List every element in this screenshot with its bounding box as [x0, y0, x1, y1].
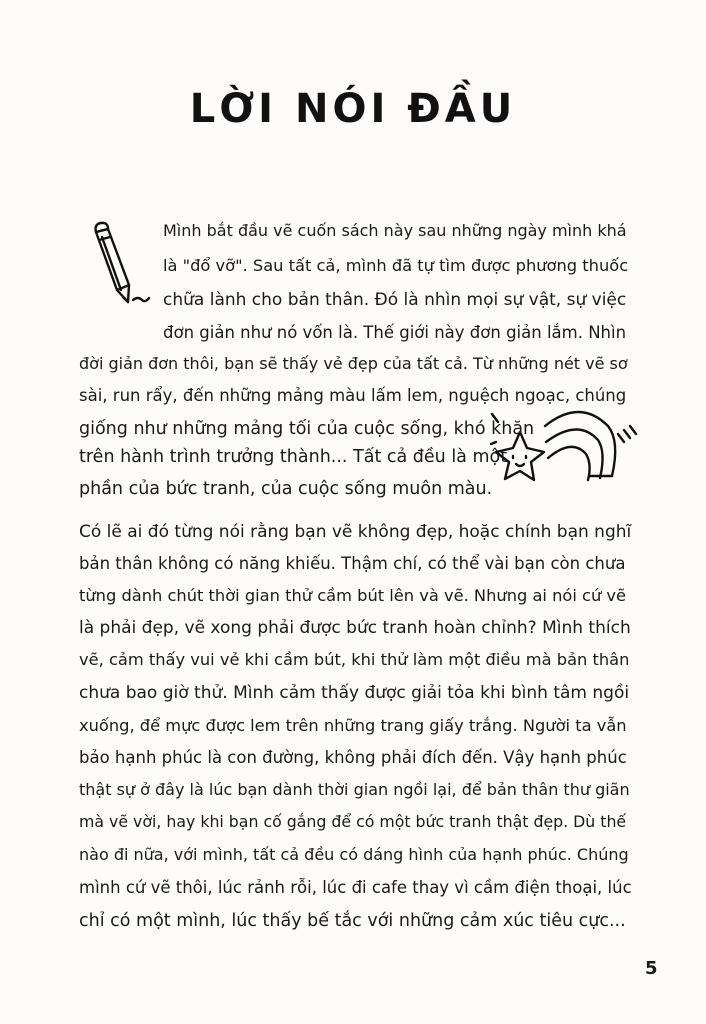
text-line: thật sự ở đây là lúc bạn dành thời gian ngồi lại, để bản thân thư giãn [79, 780, 630, 799]
text-line: đơn giản như nó vốn là. Thế giới này đơn giản lắm. Nhìn [163, 323, 627, 342]
text-line: phần của bức tranh, của cuộc sống muôn màu. [79, 479, 493, 499]
text-line: chưa bao giờ thử. Mình cảm thấy được giải tỏa khi bình tâm ngồi [79, 683, 630, 703]
text-line: đời giản đơn thôi, bạn sẽ thấy vẻ đẹp của tất cả. Từ những nét vẽ sơ [79, 354, 628, 373]
text-line: xuống, để mực được lem trên những trang giấy trắng. Người ta vẫn [79, 716, 627, 735]
text-line: nào đi nữa, với mình, tất cả đều có dáng hình của hạnh phúc. Chúng [79, 845, 629, 864]
text-line: vẽ, cảm thấy vui vẻ khi cầm bút, khi thử làm một điều mà bản thân [79, 650, 630, 669]
text-line: bảo hạnh phúc là con đường, không phải đích đến. Vậy hạnh phúc [79, 748, 627, 767]
text-line: sài, run rẩy, đến những mảng màu lấm lem, nguệch ngoạc, chúng [79, 386, 627, 405]
text-line: là phải đẹp, vẽ xong phải được bức tranh hoàn chỉnh? Mình thích [79, 618, 631, 638]
page-title: LỜI NÓI ĐẦU [189, 86, 517, 132]
text-line: bản thân không có năng khiếu. Thậm chí, có thể vài bạn còn chưa [79, 554, 626, 573]
text-line: chữa lành cho bản thân. Đó là nhìn mọi sự vật, sự việc [163, 290, 627, 310]
text-line: mà vẽ vời, hay khi bạn cố gắng để có một bức tranh thật đẹp. Dù thế [79, 812, 627, 831]
text-line: từng dành chút thời gian thử cầm bút lên và vẽ. Nhưng ai nói cứ vẽ [79, 586, 627, 605]
text-line: trên hành trình trưởng thành... Tất cả đều là một [79, 447, 508, 467]
text-line: chỉ có một mình, lúc thấy bế tắc với những cảm xúc tiêu cực... [79, 911, 626, 931]
text-line: mình cứ vẽ thôi, lúc rảnh rỗi, lúc đi cafe thay vì cầm điện thoại, lúc [79, 878, 632, 897]
text-line: là "đổ vỡ". Sau tất cả, mình đã tự tìm được phương thuốc [163, 256, 629, 275]
pencil-icon [88, 218, 158, 310]
text-line: Có lẽ ai đó từng nói rằng bạn vẽ không đẹp, hoặc chính bạn nghĩ [79, 522, 632, 542]
page-number: 5 [645, 958, 658, 979]
shooting-star-icon [490, 396, 640, 506]
text-line: giống như những mảng tối của cuộc sống, khó khăn [79, 419, 535, 439]
text-line: Mình bắt đầu vẽ cuốn sách này sau những ngày mình khá [163, 221, 627, 240]
